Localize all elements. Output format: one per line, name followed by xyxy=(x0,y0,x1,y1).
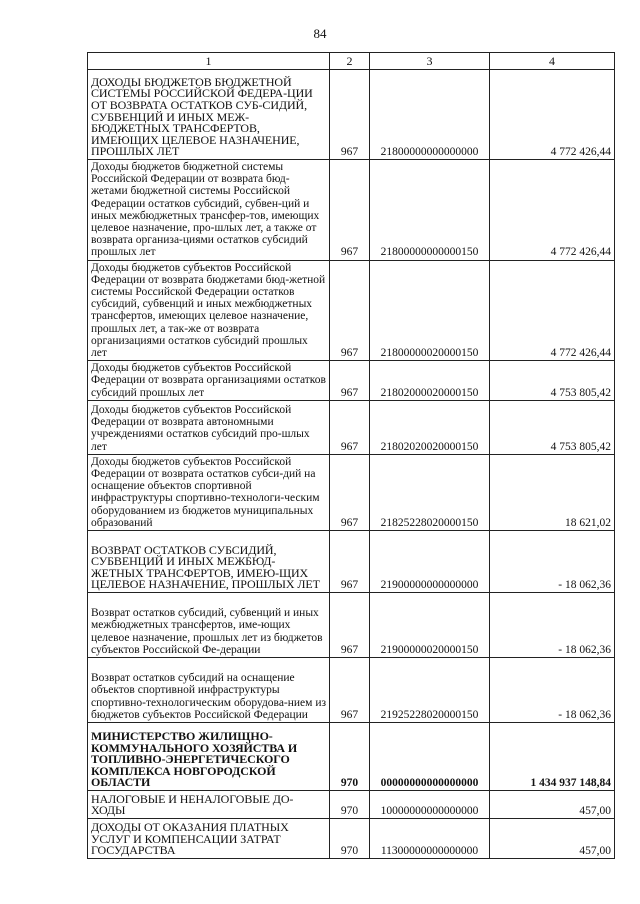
row-name: ВОЗВРАТ ОСТАТКОВ СУБСИДИЙ, СУБВЕНЦИЙ И ИНЫХ МЕЖБЮД-ЖЕТНЫХ ТРАНСФЕРТОВ, ИМЕЮ-ЩИХ ЦЕЛЕВОЕ НАЗНАЧЕНИЕ, ПРОШЛЫХ ЛЕТ xyxy=(88,531,330,593)
revenue-table xyxy=(87,52,615,859)
table-row xyxy=(88,454,615,530)
row-revenue-code: 21825228020000150 xyxy=(370,454,490,530)
table-row xyxy=(88,819,615,859)
row-admin-code: 967 xyxy=(330,260,370,361)
row-name: Доходы бюджетов субъектов Российской Федерации от возврата бюджетами бюд-жетной системы Российской Федерации остатков субсидий, субвенций и иных межбюджетных трансфертов, имеющих целевое назначение, прошлых лет, а так-же от возврата организациями остатков субсидий прошлых лет xyxy=(88,260,330,361)
row-name: ДОХОДЫ БЮДЖЕТОВ БЮДЖЕТНОЙ СИСТЕМЫ РОССИЙСКОЙ ФЕДЕРА-ЦИИ ОТ ВОЗВРАТА ОСТАТКОВ СУБ-СИДИЙ, СУБВЕНЦИЙ И ИНЫХ МЕЖ-БЮДЖЕТНЫХ ТРАНСФЕРТОВ, ИМЕЮЩИХ ЦЕЛЕВОЕ НАЗНАЧЕНИЕ, ПРОШЛЫХ ЛЕТ xyxy=(88,70,330,160)
table-row xyxy=(88,791,615,819)
column-header: 4 xyxy=(490,53,615,70)
column-header: 1 xyxy=(88,53,330,70)
row-revenue-code: 21925228020000150 xyxy=(370,658,490,723)
column-header: 2 xyxy=(330,53,370,70)
row-admin-code: 970 xyxy=(330,791,370,819)
table-row xyxy=(88,723,615,791)
row-amount: - 18 062,36 xyxy=(490,658,615,723)
row-admin-code: 967 xyxy=(330,454,370,530)
row-revenue-code: 10000000000000000 xyxy=(370,791,490,819)
row-name: Доходы бюджетов субъектов Российской Федерации от возврата автономными учреждениями остатков субсидий про-шлых лет xyxy=(88,400,330,454)
row-admin-code: 970 xyxy=(330,723,370,791)
row-name: МИНИСТЕРСТВО ЖИЛИЩНО-КОММУНАЛЬНОГО ХОЗЯЙСТВА И ТОПЛИВНО-ЭНЕРГЕТИЧЕСКОГО КОМПЛЕКСА НОВГОРОДСКОЙ ОБЛАСТИ xyxy=(88,723,330,791)
row-name: Доходы бюджетов субъектов Российской Федерации от возврата остатков субси-дий на оснащение объектов спортивной инфраструктуры спортивно-технологи-ческим оборудованием из бюджетов муниципальных образований xyxy=(88,454,330,530)
table-row xyxy=(88,260,615,361)
table-row xyxy=(88,70,615,160)
row-admin-code: 967 xyxy=(330,400,370,454)
row-admin-code: 970 xyxy=(330,819,370,859)
table-row xyxy=(88,361,615,401)
row-revenue-code: 11300000000000000 xyxy=(370,819,490,859)
row-admin-code: 967 xyxy=(330,593,370,658)
row-amount: 457,00 xyxy=(490,791,615,819)
row-revenue-code: 21800000000000150 xyxy=(370,160,490,261)
table-row xyxy=(88,400,615,454)
table-row xyxy=(88,593,615,658)
row-revenue-code: 21900000020000150 xyxy=(370,593,490,658)
table-header-row xyxy=(88,53,615,70)
row-name: Доходы бюджетов субъектов Российской Федерации от возврата организациями остатков субсидий прошлых лет xyxy=(88,361,330,401)
row-admin-code: 967 xyxy=(330,531,370,593)
row-amount: 4 753 805,42 xyxy=(490,400,615,454)
row-admin-code: 967 xyxy=(330,160,370,261)
row-name: Доходы бюджетов бюджетной системы Российской Федерации от возврата бюд-жетами бюджетной системы Российской Федерации остатков субсидий, субвен-ций и иных межбюджетных трансфер-тов, имеющих целевое назначение, про-шлых лет, а также от возврата организа-циями остатков субсидий прошлых лет xyxy=(88,160,330,261)
row-amount: 4 753 805,42 xyxy=(490,361,615,401)
row-revenue-code: 21802020020000150 xyxy=(370,400,490,454)
table-row xyxy=(88,658,615,723)
row-admin-code: 967 xyxy=(330,361,370,401)
row-name: ДОХОДЫ ОТ ОКАЗАНИЯ ПЛАТНЫХ УСЛУГ И КОМПЕНСАЦИИ ЗАТРАТ ГОСУДАРСТВА xyxy=(88,819,330,859)
row-revenue-code: 21900000000000000 xyxy=(370,531,490,593)
row-revenue-code: 21802000020000150 xyxy=(370,361,490,401)
row-admin-code: 967 xyxy=(330,658,370,723)
row-amount: 4 772 426,44 xyxy=(490,160,615,261)
table-row xyxy=(88,160,615,261)
row-name: Возврат остатков субсидий на оснащение объектов спортивной инфраструктуры спортивно-технологическим оборудова-нием из бюджетов субъектов Российской Федерации xyxy=(88,658,330,723)
page-number: 84 xyxy=(313,26,327,41)
row-amount: 1 434 937 148,84 xyxy=(490,723,615,791)
row-amount: - 18 062,36 xyxy=(490,531,615,593)
row-admin-code: 967 xyxy=(330,70,370,160)
row-amount: 4 772 426,44 xyxy=(490,260,615,361)
row-name: НАЛОГОВЫЕ И НЕНАЛОГОВЫЕ ДО-ХОДЫ xyxy=(88,791,330,819)
row-amount: - 18 062,36 xyxy=(490,593,615,658)
row-name: Возврат остатков субсидий, субвенций и иных межбюджетных трансфертов, име-ющих целевое назначение, прошлых лет из бюджетов субъектов Российской Фе-дерации xyxy=(88,593,330,658)
row-amount: 4 772 426,44 xyxy=(490,70,615,160)
row-revenue-code: 21800000000000000 xyxy=(370,70,490,160)
row-revenue-code: 00000000000000000 xyxy=(370,723,490,791)
row-amount: 457,00 xyxy=(490,819,615,859)
table-row xyxy=(88,531,615,593)
column-header: 3 xyxy=(370,53,490,70)
row-amount: 18 621,02 xyxy=(490,454,615,530)
row-revenue-code: 21800000020000150 xyxy=(370,260,490,361)
